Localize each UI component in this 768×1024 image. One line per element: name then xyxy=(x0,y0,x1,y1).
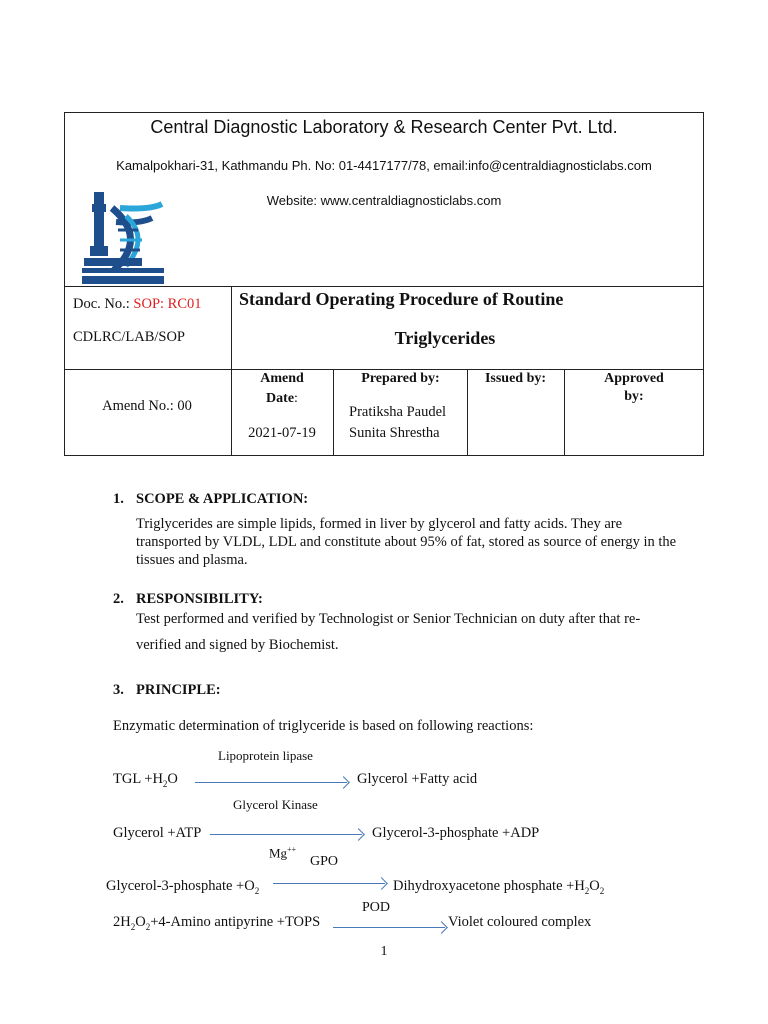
paragraph-line: transported by VLDL, LDL and constitute about 95% of fat, stored as source of energy in the xyxy=(136,534,677,550)
doc-number xyxy=(73,296,202,313)
reaction-left xyxy=(106,878,259,896)
website: Website: www.centraldiagnosticlabs.com xyxy=(266,193,502,208)
doc-number-value: SOP: RC01 xyxy=(133,296,202,312)
section-heading: RESPONSIBILITY: xyxy=(136,591,263,607)
amend-date-label-2 xyxy=(231,391,333,407)
reaction-left-text: O xyxy=(135,914,146,930)
enzyme-label: Glycerol Kinase xyxy=(233,797,318,812)
subscript: 2 xyxy=(584,885,590,896)
cofactor-label xyxy=(269,845,296,861)
subscript: 2 xyxy=(254,885,260,896)
reaction-left-text: TGL +H xyxy=(113,771,163,787)
reaction-right xyxy=(393,878,604,896)
enzyme-label: Lipoprotein lipase xyxy=(218,748,313,763)
section-heading: SCOPE & APPLICATION: xyxy=(136,491,309,507)
reaction-left-text: Glycerol-3-phosphate +O xyxy=(106,878,255,894)
paragraph-line: Enzymatic determination of triglyceride is based on following reactions: xyxy=(113,718,534,734)
reaction-left xyxy=(113,771,178,789)
paragraph-line: Test performed and verified by Technologist or Senior Technician on duty after that re- xyxy=(136,611,641,627)
reaction-left: Glycerol +ATP xyxy=(113,825,202,841)
divider xyxy=(65,369,703,370)
reaction-right: Violet coloured complex xyxy=(448,914,592,930)
reaction-right: Glycerol +Fatty acid xyxy=(357,771,478,787)
amend-date-word: Date xyxy=(266,391,295,406)
reaction-left-text: 2H xyxy=(113,914,131,930)
subscript: 2 xyxy=(599,885,605,896)
prepared-by-label: Prepared by: xyxy=(361,371,440,386)
paragraph-line: verified and signed by Biochemist. xyxy=(136,637,339,653)
amend-number: Amend No.: 00 xyxy=(102,398,192,414)
subscript: 2 xyxy=(145,921,151,932)
section-heading: PRINCIPLE: xyxy=(136,682,221,698)
org-name xyxy=(0,117,768,138)
amend-date: 2021-07-19 xyxy=(248,425,316,441)
issued-by-label: Issued by: xyxy=(484,371,547,386)
superscript: ++ xyxy=(287,845,297,854)
approved-by-label-2: by: xyxy=(624,389,644,404)
reaction-left-text: O xyxy=(167,771,178,787)
address: Kamalpokhari-31, Kathmandu Ph. No: 01-4417177/78, email:info@centraldiagnosticlabs.com xyxy=(116,158,652,173)
org-name-period: . xyxy=(612,117,618,137)
microscope-dna-logo xyxy=(80,188,170,288)
amend-date-label: Amend xyxy=(260,371,304,386)
prepared-by-name: Sunita Shrestha xyxy=(349,425,440,441)
page-number: 1 xyxy=(380,944,388,959)
reaction-arrow xyxy=(210,834,362,835)
org-name-text: Central Diagnostic Laboratory & Research Center Pvt. Ltd xyxy=(150,117,613,137)
subscript: 2 xyxy=(130,921,136,932)
page-subtitle: Triglycerides xyxy=(394,328,496,348)
paragraph-line: Triglycerides are simple lipids, formed in liver by glycerol and fatty acids. They are xyxy=(136,516,623,532)
reaction-right-text: Dihydroxyacetone phosphate +H xyxy=(393,878,585,894)
page-title: Standard Operating Procedure of Routine xyxy=(239,289,564,309)
reaction-arrow xyxy=(273,883,385,884)
section-number: 3. xyxy=(113,682,124,698)
reaction-left xyxy=(113,914,320,932)
enzyme-label: POD xyxy=(362,900,391,915)
reaction-right: Glycerol-3-phosphate +ADP xyxy=(372,825,540,841)
paragraph-line: tissues and plasma. xyxy=(136,552,248,568)
doc-number-label: Doc. No.: xyxy=(73,296,134,312)
prepared-by-name: Pratiksha Paudel xyxy=(349,404,447,420)
reaction-arrow xyxy=(333,927,445,928)
approved-by-label: Approved xyxy=(604,371,664,386)
doc-code: CDLRC/LAB/SOP xyxy=(73,329,185,345)
enzyme-label: GPO xyxy=(310,854,339,869)
section-number: 1. xyxy=(113,491,124,507)
cofactor-text: Mg xyxy=(269,845,288,861)
amend-date-colon: : xyxy=(294,391,298,406)
section-number: 2. xyxy=(113,591,124,607)
reaction-arrow xyxy=(195,782,347,783)
subscript: 2 xyxy=(162,778,168,789)
reaction-right-text: O xyxy=(589,878,600,894)
reaction-left-text: +4-Amino antipyrine +TOPS xyxy=(150,914,321,930)
